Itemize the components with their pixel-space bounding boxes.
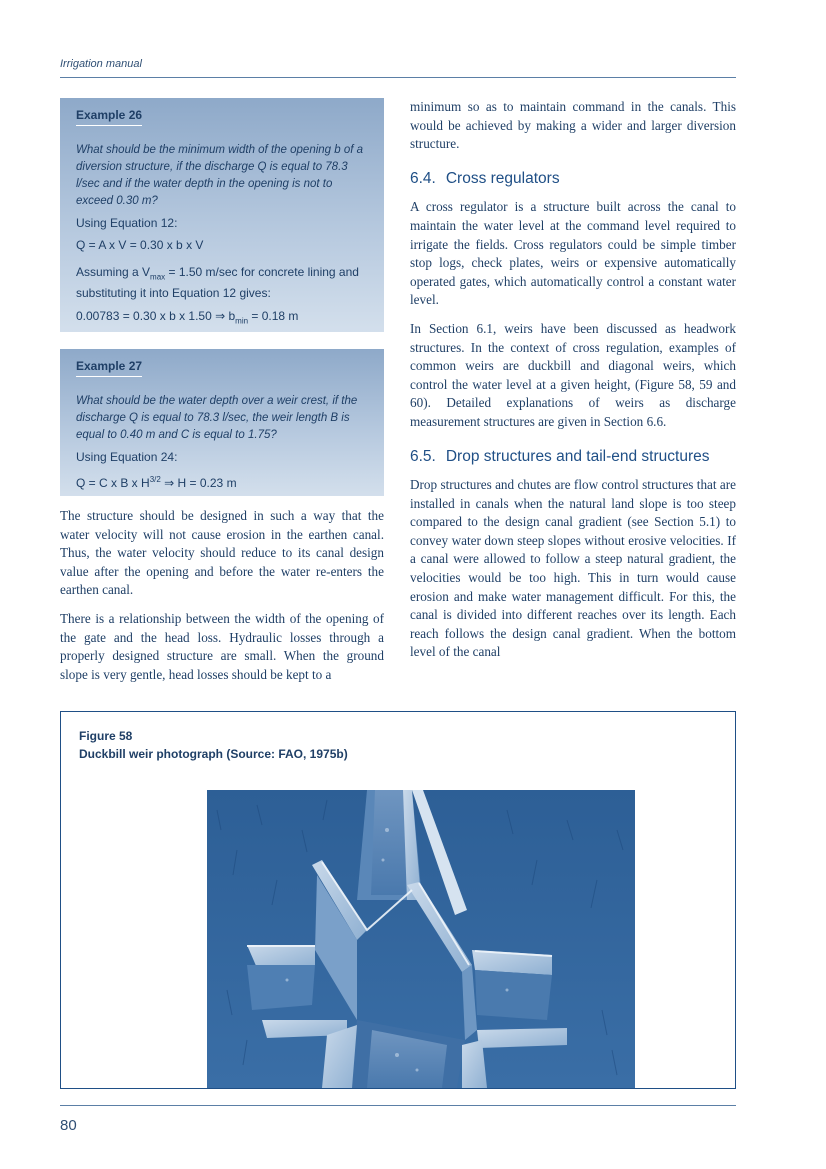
assumption-text-b: = 1.50 m/sec for concrete lining and substituting it into Equation 12 gives: — [76, 265, 359, 301]
section-number: 6.5. — [410, 447, 436, 465]
section-heading-6-5 — [410, 448, 736, 467]
figure-58-box — [60, 711, 736, 1089]
eq-superscript: 3/2 — [149, 475, 161, 484]
section-number: 6.4. — [410, 169, 436, 187]
result-text-a: 0.00783 = 0.30 x b x 1.50 ⇒ b — [76, 309, 236, 324]
left-column — [60, 507, 384, 694]
paragraph-6-5-1: Drop structures and chutes are flow control structures that are installed in canals when the natural land slope is too steep compared to the design canal gradient (see Section 5.1) to convey water down steep slopes without erosive velocities. If a canal were allowed to follow a steep natural gradient, the velocities would be too high. This in turn would cause erosion and make water management difficult. For this, the canal is divided into different reaches over its length. Each reach follows the design canal gradient. When the bottom level of the canal — [410, 477, 736, 660]
running-header: Irrigation manual — [60, 58, 142, 70]
example-26-question: What should be the minimum width of the opening b of a diversion structure, if the discharge Q is equal to 78.3 l/sec and if the water depth in the opening is not to exceed 0.30 m? — [76, 144, 364, 207]
result-subscript: min — [235, 316, 249, 326]
footer-rule — [60, 1105, 736, 1106]
paragraph-6-4-2: In Section 6.1, weirs have been discussed as headwork structures. In the context of cross regulation, examples of common weirs are duckbill and diagonal weirs, which control the water level at a given height, (Figure 58, 59 and 60). Detailed explanations of weirs as discharge measurement structures are given in Section 6.6. — [410, 320, 736, 429]
figure-caption: Duckbill weir photograph (Source: FAO, 1975b) — [79, 747, 348, 761]
right-paragraph-continue: minimum so as to maintain command in the canals. This would be achieved by making a wider and larger diversion structure. — [410, 99, 736, 152]
eq-text-b: ⇒ H = 0.23 m — [160, 476, 237, 490]
section-heading-6-4 — [410, 170, 736, 189]
header-rule — [60, 77, 736, 78]
example-26-using: Using Equation 12: — [76, 216, 178, 230]
eq-text-a: Q = C x B x H — [76, 476, 150, 490]
example-26-title: Example 26 — [76, 108, 142, 126]
left-paragraph-1: The structure should be designed in such a way that the water velocity will not cause erosion in the earthen canal. Thus, the water velocity should reduce to its canal design value after the opening and before the water re-enters the earthen canal. — [60, 508, 384, 598]
example-27-equation — [76, 471, 368, 492]
section-title: Drop structures and tail-end structures — [445, 447, 710, 465]
section-title: Cross regulators — [445, 169, 560, 187]
left-paragraph-2: There is a relationship between the width of the opening of the gate and the head loss. Hydraulic losses through a properly designed structure are small. When the ground slope is very gentle, head losses should be kept to a — [60, 610, 384, 682]
example-26-assumption — [76, 264, 368, 301]
figure-label: Figure 58 — [79, 729, 133, 743]
example-26-result — [76, 308, 368, 329]
right-column — [410, 98, 736, 672]
example-27-box — [60, 349, 384, 496]
page-number: 80 — [60, 1117, 77, 1134]
example-27-title: Example 27 — [76, 359, 142, 377]
example-27-question: What should be the water depth over a weir crest, if the discharge Q is equal to 78.3 l/sec, the weir length B is equal to 0.40 m and C is equal to 1.75? — [76, 395, 358, 441]
example-26-box — [60, 98, 384, 332]
assumption-text-a: Assuming a V — [76, 265, 151, 279]
example-26-equation: Q = A x V = 0.30 x b x V — [76, 238, 204, 252]
example-27-using: Using Equation 24: — [76, 450, 178, 464]
result-text-b: = 0.18 m — [248, 309, 299, 324]
paragraph-6-4-1: A cross regulator is a structure built across the canal to maintain the water level at the command level required to irrigate the fields. Cross regulators could be simple timber stop logs, check plates, weirs or expensive automatically operated gates, which automatically control a constant water level. — [410, 199, 736, 308]
duckbill-weir-photo — [207, 790, 635, 1088]
assumption-subscript: max — [150, 272, 166, 282]
